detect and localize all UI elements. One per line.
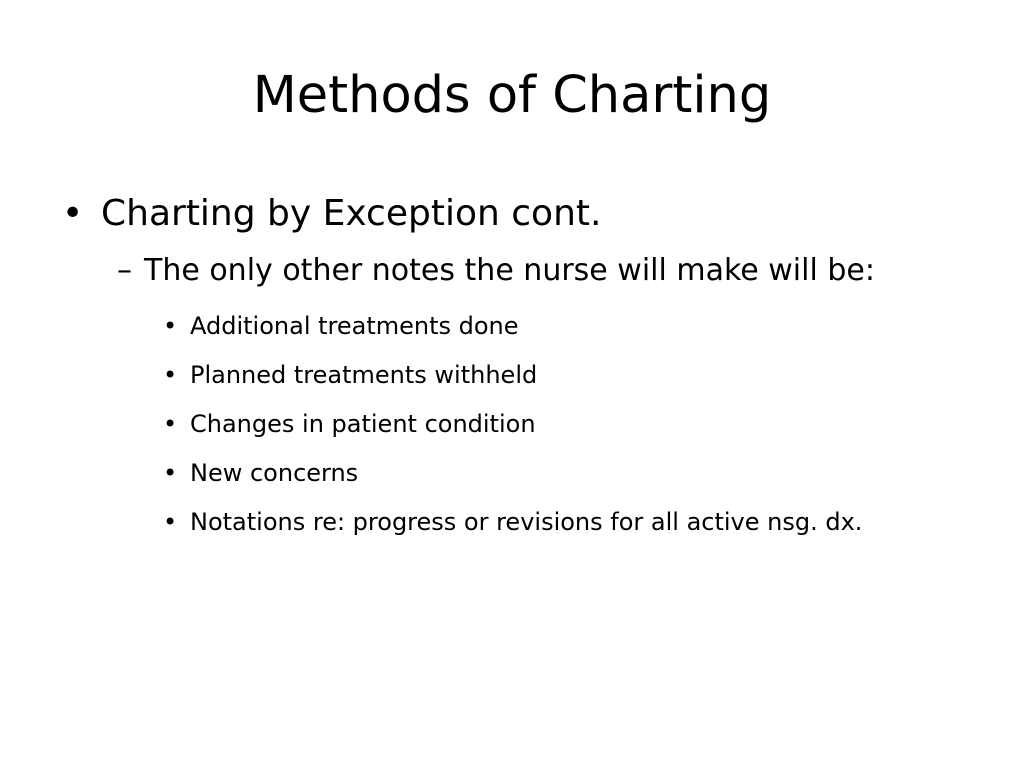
bullet-level2-text: The only other notes the nurse will make will be:	[144, 253, 875, 288]
list-item-text: Notations re: progress or revisions for all active nsg. dx.	[190, 508, 863, 536]
list-item-text: Additional treatments done	[190, 312, 519, 340]
bullet-dot-icon: •	[163, 508, 178, 536]
bullet-dot-icon: •	[163, 410, 178, 438]
bullet-level1-text: Charting by Exception cont.	[101, 193, 602, 234]
bullet-dot-icon: •	[62, 193, 84, 234]
slide-title: Methods of Charting	[252, 66, 772, 125]
bullet-dot-icon: •	[163, 459, 178, 487]
list-item-text: New concerns	[190, 459, 359, 487]
dash-icon: –	[117, 253, 132, 288]
bullet-dot-icon: •	[163, 312, 178, 340]
list-item-text: Changes in patient condition	[190, 410, 536, 438]
bullet-dot-icon: •	[163, 361, 178, 389]
list-item-text: Planned treatments withheld	[190, 361, 538, 389]
